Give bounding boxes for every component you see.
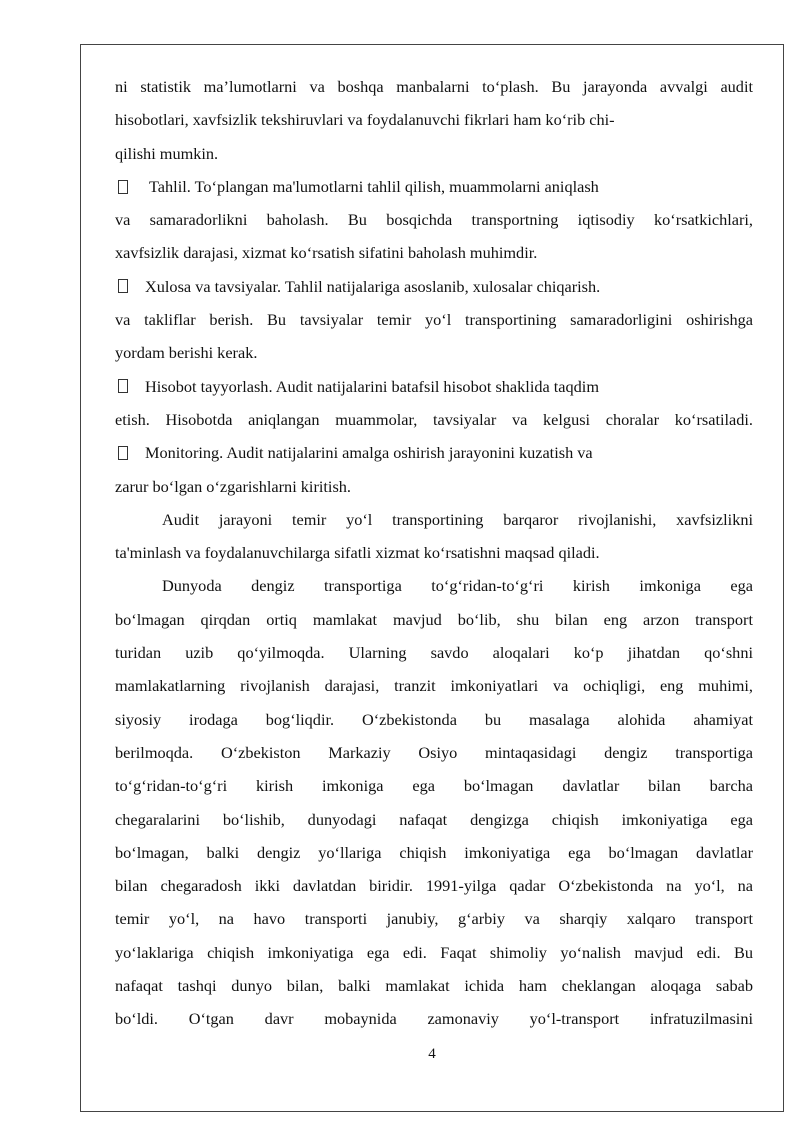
text-line: ni statistik ma’lumotlarni va boshqa manbalarni to‘plash. Bu jarayonda avvalgi audit — [115, 77, 753, 96]
text-line: bo‘ldi. O‘tgan davr mobaynida zamonaviy yo‘l-transport infratuzilmasini — [115, 1009, 753, 1029]
bullet-item-xulosa — [115, 270, 753, 303]
text-line: berilmoqda. O‘zbekiston Markaziy Osiyo mintaqasidagi dengiz transportiga — [115, 742, 753, 762]
text-line: to‘g‘ridan-to‘g‘ri kirish imkoniga ega bo‘lmagan davlatlar bilan barcha — [115, 776, 753, 796]
bullet-icon — [118, 180, 128, 194]
text-line: zarur bo‘lgan o‘zgarishlarni kiritish. — [115, 476, 351, 496]
text-line: nafaqat tashqi dunyo bilan, balki mamlakat ichida ham cheklangan aloqaga sabab — [115, 976, 753, 996]
text-line: yo‘laklariga chiqish imkoniyatiga ega edi. Faqat shimoliy yo‘nalish mavjud edi. Bu — [115, 942, 753, 962]
text-line: siyosiy irodaga bog‘liqdir. O‘zbekistonda bu masalaga alohida ahamiyat — [115, 709, 753, 729]
text-line: ta'minlash va foydalanuvchilarga sifatli xizmat ko‘rsatishni maqsad qiladi. — [115, 543, 600, 563]
page-number: 4 — [428, 1046, 436, 1062]
text-line: chegaralarini bo‘lishib, dunyodagi nafaqat dengizga chiqish imkoniyatiga ega — [115, 809, 753, 829]
text-line: bilan chegaradosh ikki davlatdan biridir. 1991-yilga qadar O‘zbekistonda na yo‘l, na — [115, 876, 753, 896]
text-line: va takliflar berish. Bu tavsiyalar temir yo‘l transportining samaradorligini oshirishga — [115, 310, 753, 330]
text-line: etish. Hisobotda aniqlangan muammolar, tavsiyalar va kelgusi choralar ko‘rsatiladi. — [115, 409, 753, 429]
bullet-text: Hisobot tayyorlash. Audit natijalarini batafsil hisobot shaklida taqdim — [145, 376, 599, 396]
bullet-text: Tahlil. To‘plangan ma'lumotlarni tahlil qilish, muammolarni aniqlash — [149, 176, 599, 196]
text-line: va samaradorlikni baholash. Bu bosqichda transportning iqtisodiy ko‘rsatkichlari, — [115, 210, 753, 230]
text-line: hisobotlari, xavfsizlik tekshiruvlari va foydalanuvchi fikrlari ham ko‘rib chi- — [115, 110, 615, 130]
text-line: yordam berishi kerak. — [115, 343, 258, 363]
text-line: mamlakatlarning rivojlanish darajasi, tranzit imkoniyatlari va ochiqligi, eng muhimi, — [115, 676, 753, 696]
text-line: qilishi mumkin. — [115, 143, 219, 163]
text-line: xavfsizlik darajasi, xizmat ko‘rsatish sifatini baholash muhimdir. — [115, 243, 538, 263]
bullet-icon — [118, 379, 128, 393]
document-body — [115, 70, 753, 1036]
text-line: turidan uzib qo‘yilmoqda. Ularning savdo aloqalari ko‘p jihatdan qo‘shni — [115, 643, 753, 663]
bullet-text: Monitoring. Audit natijalarini amalga oshirish jarayonini kuzatish va — [145, 443, 593, 463]
bullet-icon — [118, 446, 128, 460]
text-line: bo‘lmagan qirqdan ortiq mamlakat mavjud bo‘lib, shu bilan eng arzon transport — [115, 609, 753, 629]
bullet-text: Xulosa va tavsiyalar. Tahlil natijalariga asoslanib, xulosalar chiqarish. — [145, 276, 601, 296]
bullet-icon — [118, 279, 128, 293]
paragraph-first-line: Audit jarayoni temir yo‘l transportining barqaror rivojlanishi, xavfsizlikni — [162, 509, 753, 529]
text-line: bo‘lmagan, balki dengiz yo‘llariga chiqish imkoniyatiga ega bo‘lmagan davlatlar — [115, 842, 753, 862]
bullet-item-hisobot — [115, 370, 753, 403]
bullet-item-monitoring — [115, 436, 753, 469]
paragraph-first-line: Dunyoda dengiz transportiga to‘g‘ridan-to‘g‘ri kirish imkoniga ega — [162, 576, 753, 596]
text-line: temir yo‘l, na havo transporti janubiy, g‘arbiy va sharqiy xalqaro transport — [115, 909, 753, 929]
bullet-item-tahlil — [115, 170, 753, 203]
